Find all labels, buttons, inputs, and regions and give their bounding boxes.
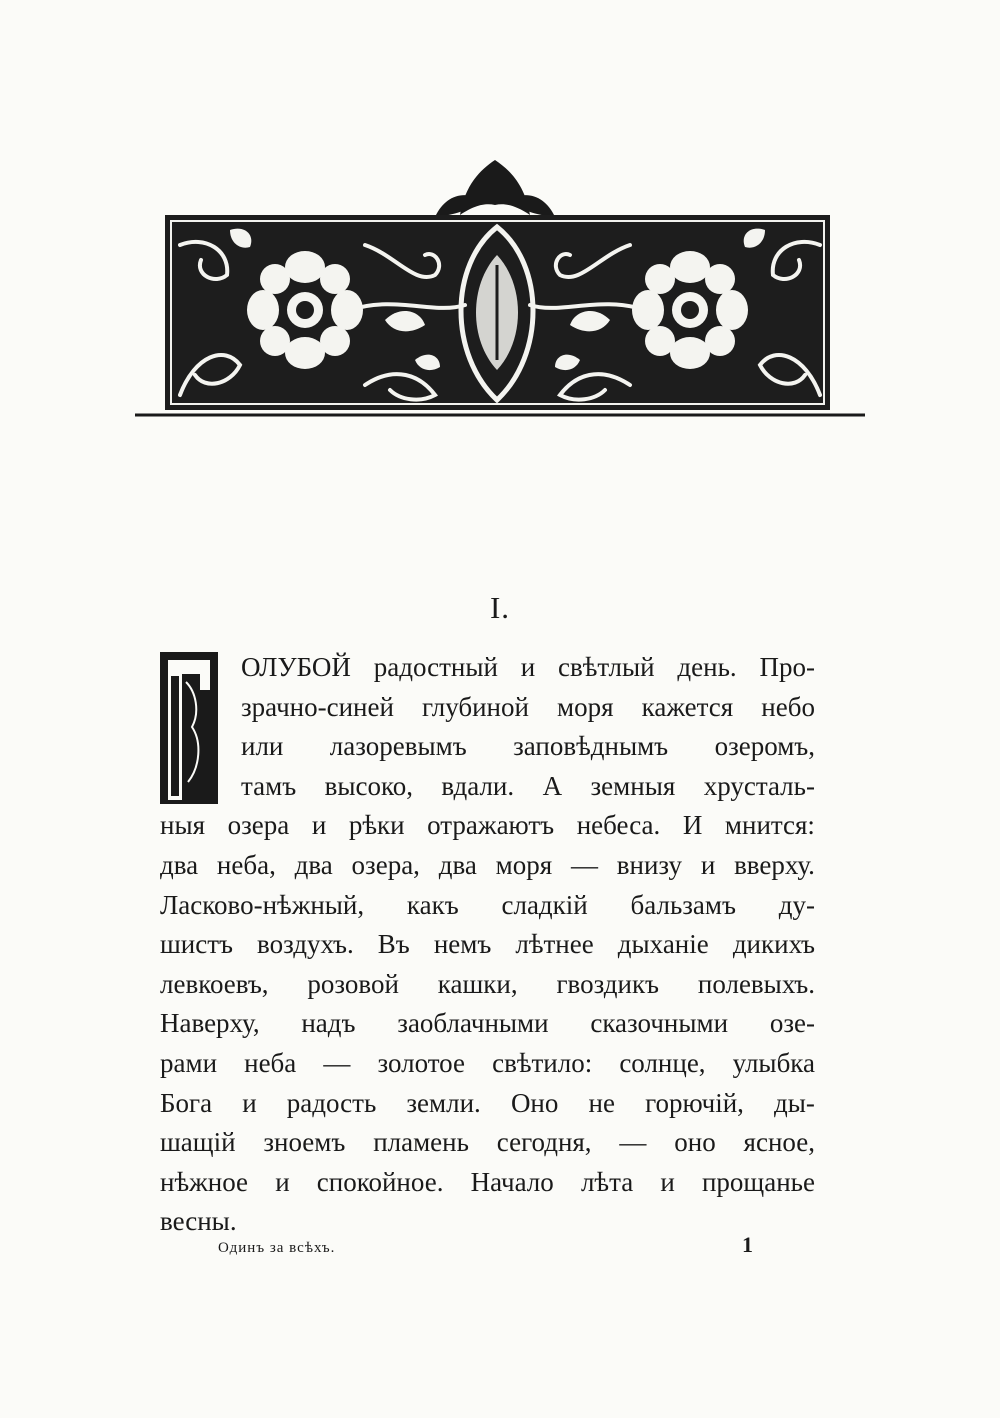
word: воздухъ. <box>257 929 354 960</box>
word: озера, <box>351 849 420 880</box>
word: радостный <box>373 652 498 682</box>
word: два <box>160 849 199 880</box>
word: горючій, <box>645 1087 744 1118</box>
text-line <box>160 886 815 926</box>
word: земли. <box>406 1087 481 1118</box>
text-line <box>160 1123 815 1163</box>
word: небо <box>761 691 815 722</box>
word: оно <box>674 1127 716 1158</box>
word: прощанье <box>701 1166 815 1197</box>
word: тамъ <box>241 770 297 801</box>
word: и <box>660 1166 675 1197</box>
word: левкоевъ, <box>160 968 269 999</box>
word: Оно <box>510 1087 559 1118</box>
text-line <box>160 1084 815 1124</box>
word: дыханіе <box>617 929 709 960</box>
word: моря <box>495 849 553 880</box>
word: А <box>542 770 563 801</box>
word: сладкій <box>501 889 588 920</box>
word: золотое <box>377 1047 465 1078</box>
word: два <box>294 849 333 880</box>
word: хрусталь- <box>703 770 815 801</box>
word: ясное, <box>743 1127 815 1158</box>
word: немъ <box>433 929 492 960</box>
word: моря <box>557 691 614 722</box>
word: заповѣднымъ <box>513 731 669 762</box>
text-line <box>160 806 815 846</box>
text-line <box>160 1163 815 1203</box>
word: и <box>311 810 327 841</box>
word: шащій <box>160 1127 236 1158</box>
text-line <box>160 925 815 965</box>
word: лѣта <box>580 1166 634 1197</box>
word: Начало <box>470 1166 554 1197</box>
word: ныя <box>160 810 206 841</box>
word: гвоздикъ <box>556 968 660 999</box>
word: ОЛУБОЙ <box>241 652 351 682</box>
chapter-heading: I. <box>489 590 511 625</box>
word: ду- <box>778 889 815 920</box>
word: радость <box>286 1087 377 1118</box>
word: высоко, <box>324 770 413 801</box>
word: дикихъ <box>732 929 815 960</box>
word: розовой <box>307 968 399 999</box>
word: Бога <box>160 1087 213 1118</box>
word: внизу <box>616 849 683 880</box>
text-line <box>160 965 815 1005</box>
word: вдали. <box>441 770 515 801</box>
word: озе- <box>769 1008 815 1039</box>
running-footer-title: Одинъ за всѣхъ. <box>218 1240 336 1256</box>
word: свѣтлый <box>558 652 655 682</box>
word: Ласково-нѣжный, <box>160 889 365 920</box>
page-number: 1 <box>742 1232 753 1257</box>
word: Наверху, <box>160 1008 260 1039</box>
word: неба <box>244 1047 297 1078</box>
word: и <box>700 849 716 880</box>
word: кашки, <box>437 968 518 999</box>
word: кажется <box>641 691 734 722</box>
word: бальзамъ <box>630 889 736 920</box>
word: день. <box>677 652 737 682</box>
word: мнится: <box>724 810 815 841</box>
text-line <box>160 727 815 767</box>
word: рѣки <box>348 810 405 841</box>
word: — <box>570 849 598 880</box>
word: спокойное. <box>316 1166 444 1197</box>
word: и <box>242 1087 257 1118</box>
text-line <box>160 1004 815 1044</box>
word: озеромъ, <box>714 731 815 762</box>
word: зноемъ <box>263 1127 346 1158</box>
text-line <box>160 648 815 688</box>
word: не <box>588 1087 615 1118</box>
word: и <box>520 652 536 682</box>
word: надъ <box>301 1008 356 1039</box>
word: заоблачными <box>397 1008 549 1039</box>
word: свѣтило: <box>492 1047 593 1078</box>
word: — <box>323 1047 351 1078</box>
word: солнце, <box>619 1047 706 1078</box>
word: и <box>275 1166 290 1197</box>
word: лѣтнее <box>515 929 594 960</box>
word: шистъ <box>160 929 233 960</box>
word: небеса. <box>576 810 661 841</box>
word: пламень <box>373 1127 469 1158</box>
word: вверху. <box>734 849 815 880</box>
word: озера <box>227 810 290 841</box>
text-line <box>160 767 815 807</box>
word: лазоревымъ <box>329 731 467 762</box>
text-line <box>160 688 815 728</box>
word: или <box>241 731 284 762</box>
word: неба, <box>216 849 276 880</box>
word: Про- <box>759 652 815 682</box>
word: отражаютъ <box>427 810 555 841</box>
word: два <box>438 849 477 880</box>
text-line: весны. <box>160 1206 237 1237</box>
word: земныя <box>590 770 676 801</box>
word: ды- <box>774 1087 815 1118</box>
word: рами <box>160 1047 218 1078</box>
chapter-body <box>160 648 815 1242</box>
text-line <box>160 846 815 886</box>
word: И <box>682 810 703 841</box>
word: какъ <box>406 889 459 920</box>
word: Въ <box>377 929 410 960</box>
word: — <box>619 1127 647 1158</box>
floral-ornament-icon <box>135 155 865 430</box>
word: полевыхъ. <box>697 968 815 999</box>
word: сегодня, <box>496 1127 592 1158</box>
word: зрачно-синей <box>241 691 394 722</box>
word: глубиной <box>422 691 529 722</box>
word: нѣжное <box>160 1166 249 1197</box>
word: улыбка <box>732 1047 815 1078</box>
word: сказочными <box>590 1008 729 1039</box>
text-line <box>160 1044 815 1084</box>
